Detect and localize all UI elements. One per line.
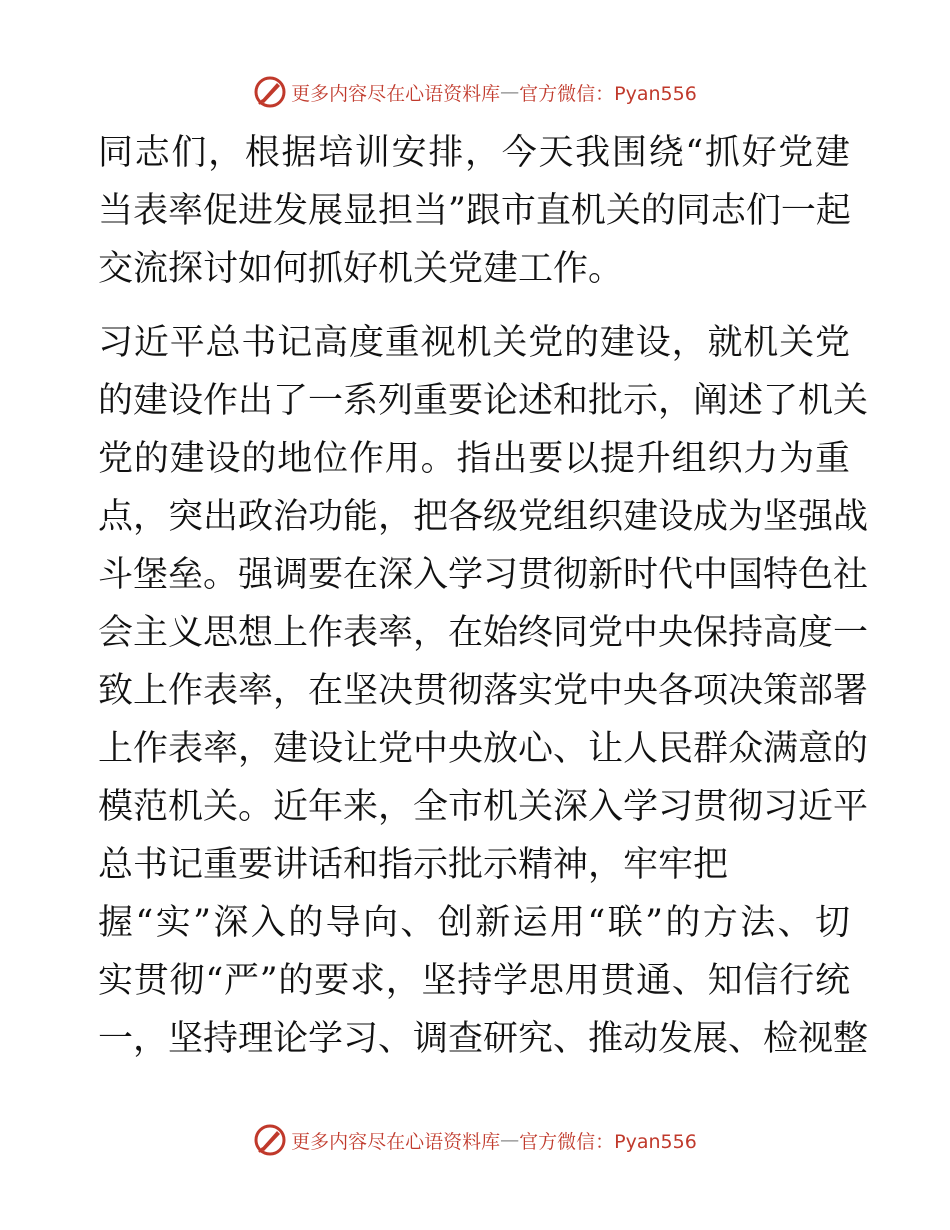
paragraph-line: 当表率促进发展显担当”跟市直机关的同志们一起 (98, 191, 851, 231)
footer-separator: — (500, 1129, 520, 1151)
paragraph-line: 斗堡垒。强调要在深入学习贯彻新时代中国特色社 (98, 555, 869, 595)
paragraph-line: 实贯彻“严”的要求，坚持学思用贯通、知信行统 (98, 961, 850, 1001)
document-body (98, 124, 869, 1068)
footer-banner (0, 1120, 950, 1160)
paragraph-line: 一，坚持理论学习、调查研究、推动发展、检视整 (98, 1019, 869, 1059)
paragraph-line: 党的建设的地位作用。指出要以提升组织力为重 (98, 439, 850, 479)
paragraph-1 (98, 124, 850, 298)
header-banner (0, 72, 950, 112)
paragraph-line: 习近平总书记高度重视机关党的建设，就机关党 (98, 323, 850, 363)
paragraph-line: 模范机关。近年来，全市机关深入学习贯彻习近平 (98, 787, 869, 827)
paragraph-line: 致上作表率，在坚决贯彻落实党中央各项决策部署 (98, 671, 869, 711)
footer-site-text: 更多内容尽在心语资料库 (291, 1130, 501, 1153)
paragraph-line: 上作表率，建设让党中央放心、让人民群众满意的 (98, 729, 869, 769)
paragraph-line: 的建设作出了一系列重要论述和批示，阐述了机关 (98, 381, 869, 421)
quill-logo-icon (253, 75, 287, 109)
footer-wechat-text: 官方微信：Pyan556 (519, 1130, 697, 1153)
header-separator: — (500, 81, 520, 103)
paragraph-line: 总书记重要讲话和指示批示精神，牢牢把 (98, 845, 729, 885)
paragraph-line: 交流探讨如何抓好机关党建工作。 (98, 249, 624, 289)
paragraph-line: 同志们，根据培训安排，今天我围绕“抓好党建 (98, 133, 850, 173)
header-site-text: 更多内容尽在心语资料库 (291, 82, 501, 105)
paragraph-line: 点，突出政治功能，把各级党组织建设成为坚强战 (98, 497, 869, 537)
quill-logo-icon (253, 1123, 287, 1157)
paragraph-2 (98, 314, 869, 1068)
paragraph-line: 握“实”深入的导向、创新运用“联”的方法、切 (98, 903, 850, 943)
paragraph-line: 会主义思想上作表率，在始终同党中央保持高度一 (98, 613, 869, 653)
header-wechat-text: 官方微信：Pyan556 (519, 82, 697, 105)
